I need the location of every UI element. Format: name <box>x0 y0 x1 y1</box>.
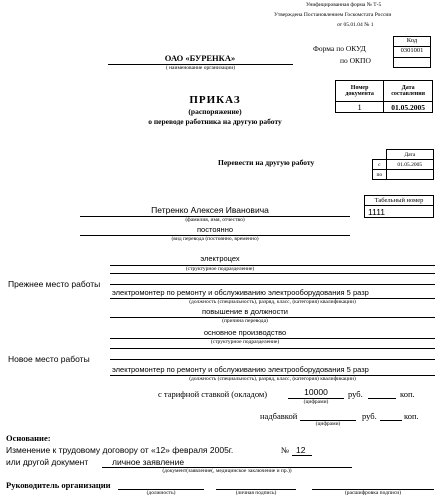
form-number: Унифицированная форма № Т-5 <box>306 2 382 8</box>
employee-name-caption: (фамилия, имя, отчество) <box>185 217 245 223</box>
approved-date: от 05.01.04 № 1 <box>337 22 374 28</box>
signature-sign-caption: (личная подпись) <box>235 490 277 496</box>
okpo-label: по ОКПО <box>340 56 371 65</box>
basis-label: Основание: <box>6 433 51 443</box>
tab-number-header: Табельный номер <box>365 196 434 206</box>
code-header: Код <box>406 37 418 44</box>
previous-position-caption: (должность (специальность), разряд, класс, (категория) квалификации) <box>189 299 356 305</box>
okud-code: 0301001 <box>400 47 424 54</box>
basis-other-document: личное заявление <box>112 457 185 467</box>
transfer-reason: повышение в должности <box>202 307 288 316</box>
rate-digits-caption: (цифрами) <box>303 399 329 405</box>
doc-number: 1 <box>336 102 384 113</box>
doc-number-header: Номер документа <box>336 81 384 102</box>
approved-by: Утверждена Постановлением Госкомстата России <box>274 12 392 18</box>
tab-number-table <box>364 195 434 218</box>
transfer-label: Перевести на другую работу <box>218 158 315 167</box>
transfer-to-date <box>386 170 433 180</box>
new-unit-caption: (структурное подразделение) <box>210 339 280 345</box>
okud-label: Форма по ОКУД <box>313 44 366 53</box>
rate-value: 10000 <box>304 387 328 397</box>
organization-caption: ( наименование организации) <box>165 65 236 71</box>
organization-name: ОАО «БУРЕНКА» <box>164 53 236 63</box>
bonus-rub: руб. <box>362 411 377 421</box>
transfer-from-date: 01.05.2005 <box>386 160 433 170</box>
previous-unit-caption: (структурное подразделение) <box>185 266 255 272</box>
doc-date-header: Дата составления <box>384 81 433 102</box>
transfer-from-label: с <box>373 160 387 170</box>
transfer-date-header: Дата <box>386 150 433 160</box>
basis-number: 12 <box>296 445 306 455</box>
bonus-kop: коп. <box>404 411 419 421</box>
rate-rub: руб. <box>348 389 363 399</box>
new-place-label: Новое место работы <box>8 354 90 364</box>
rate-kop: коп. <box>400 389 415 399</box>
previous-unit: электроцех <box>200 254 240 263</box>
signature-position-caption: (должность) <box>146 490 176 496</box>
transfer-reason-caption: (причина перевода) <box>222 318 268 324</box>
previous-position: электромонтер по ремонту и обслуживанию электрооборудования 5 разр <box>112 288 369 297</box>
transfer-to-label: по <box>373 170 387 180</box>
basis-other-caption: (документ(заявление(, медицинское заключение и пр.)) <box>162 468 292 474</box>
basis-number-label: № <box>281 445 290 455</box>
bonus-digits-caption: (цифрами) <box>315 421 341 427</box>
title-about: о переводе работника на другую работу <box>148 117 282 126</box>
tab-number: 1111 <box>365 206 434 218</box>
page-title: ПРИКАЗ <box>189 94 241 106</box>
previous-place-label: Прежнее место работы <box>8 279 101 289</box>
document-number-table <box>335 80 433 113</box>
doc-date: 01.05.2005 <box>384 102 433 113</box>
new-position-caption: (должность (специальность), разряд, класс, (категория) квалификации) <box>189 376 356 382</box>
transfer-type-caption: (вид перевода (постоянно, временно) <box>171 236 259 242</box>
basis-other-label: или другой документ <box>6 457 89 467</box>
employee-name: Петренко Алексея Ивановича <box>151 205 269 215</box>
signature-decode-caption: (расшифровка подписи) <box>344 490 402 496</box>
title-subtitle: (распоряжение) <box>188 107 242 116</box>
bonus-label: надбавкой <box>260 411 298 421</box>
new-position: электромонтер по ремонту и обслуживанию электрооборудования 5 разр <box>112 365 369 374</box>
new-unit: основное производство <box>203 328 287 337</box>
rate-label: с тарифной ставкой (окладом) <box>158 389 268 399</box>
transfer-dates-table <box>372 149 434 180</box>
basis-contract: Изменение к трудовому договору от «12» февраля 2005г. <box>6 445 234 455</box>
transfer-type: постоянно <box>196 225 234 234</box>
signature-label: Руководитель организации <box>6 480 111 490</box>
